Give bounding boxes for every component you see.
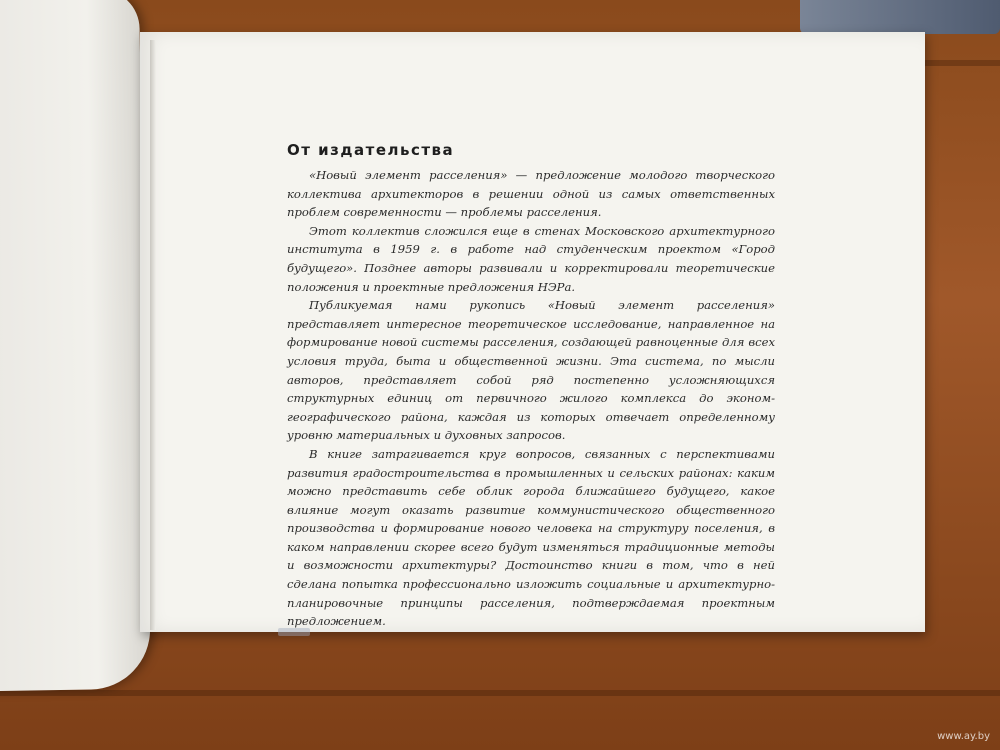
body-text bbox=[287, 166, 775, 631]
wood-grain bbox=[0, 690, 1000, 696]
watermark: www.ay.by bbox=[937, 731, 990, 742]
paragraph: В книге затрагивается круг вопросов, связанных с перспективами развития градостроительства в промышленных и сельских районах: каким можно представить себе облик города ближайшего будущего, какое влияние могут оказать развитие коммунистического общественного производства и формирование нового человека на структуру поселения, в каком направлении скорее всего будут изменяться традиционные методы и возможности архитектуры? Достоинство книги в том, что в ней сделана попытка профессионально изложить социальные и архитектурно-планировочные принципы расселения, подтверждаемая проектным предложением. bbox=[287, 446, 775, 629]
page-title: От издательства bbox=[287, 141, 455, 159]
paragraph: Этот коллектив сложился еще в стенах Московского архитектурного института в 1959 г. в работе над студенческим проектом «Город будущего». Позднее авторы развивали и корректировали теоретические положения и проектные предложения НЭРа. bbox=[287, 223, 775, 294]
paragraph: «Новый элемент расселения» — предложение молодого творческого коллектива архитекторов в решении одной из самых ответственных проблем современности — проблемы расселения. bbox=[287, 168, 775, 220]
ink-stamp bbox=[278, 628, 310, 636]
book-cover-edge bbox=[800, 0, 1000, 34]
paragraph: Публикуемая нами рукопись «Новый элемент расселения» представляет интересное теоретическое исследование, направленное на формирование новой системы расселения, создающей равноценные для всех условия труда, быта и общественной жизни. Эта система, по мысли авторов, представляет собой ряд постепенно усложняющихся структурных единиц от первичного жилого комплекса до эконом-географического района, каждая из которых отвечает определенному уровню материальных и духовных запросов. bbox=[287, 298, 775, 443]
page-gutter bbox=[150, 40, 156, 630]
left-page bbox=[0, 0, 151, 691]
